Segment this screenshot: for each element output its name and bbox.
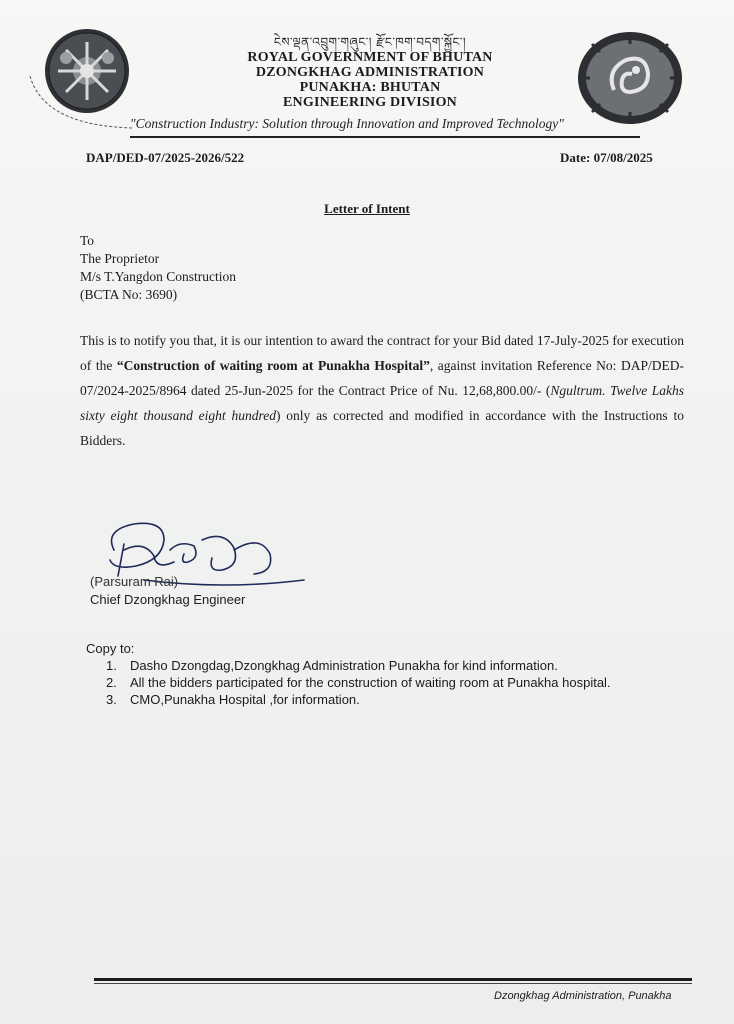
dzongkha-title: ངེས་ལྡན་འབྲུག་གཞུང་། རྫོང་ཁག་བདག་སྐྱོང་། [273,35,467,49]
list-text: All the bidders participated for the construction of waiting room at Punakha hospital. [130,675,611,690]
list-item [106,657,611,674]
header-divider [130,136,640,138]
body-part-3: ) only as corrected and modified in accordance with the Instructions to Bidders. [80,408,684,448]
letter-subject: Letter of Intent [324,201,410,216]
list-number: 3. [106,692,117,707]
signatory-title: Chief Dzongkhag Engineer [90,592,246,607]
letter-body [80,328,684,453]
list-text: Dasho Dzongdag,Dzongkhag Administration Punakha for kind information. [130,658,558,673]
list-number: 1. [106,658,117,673]
government-name: ROYAL GOVERNMENT OF BHUTAN [247,50,493,65]
list-text: CMO,Punakha Hospital ,for information. [130,692,360,707]
list-number: 2. [106,675,117,690]
signatory-name: (Parsuram Rai) [90,574,179,589]
address-to: To [80,233,95,248]
amount-in-words: Ngultrum. Twelve Lakhs sixty eight thousand eight hundred [80,383,685,423]
reference-number: DAP/DED-07/2025-2026/522 [86,150,245,165]
footer-divider-thin [94,983,692,984]
project-name: “Construction of waiting room at Punakha Hospital” [116,358,430,373]
body-part-1: This is to notify you that, it is our intention to award the contract for your Bid dated 17-July-2025 for execution of the [80,333,684,373]
list-item [106,674,611,691]
letterhead-motto: "Construction Industry: Solution through Innovation and Improved Technology" [130,116,564,131]
footer-text: Dzongkhag Administration, Punakha [494,990,672,1002]
recipient-address [80,232,236,304]
location-name: PUNAKHA: BHUTAN [299,80,441,95]
copy-to-list [106,657,611,708]
copy-to-heading: Copy to: [86,641,135,656]
letter-date: Date: 07/08/2025 [560,150,653,165]
engineering-division-logo-icon [576,30,684,126]
address-line-1: The Proprietor [80,251,160,266]
division-name: ENGINEERING DIVISION [283,95,457,110]
footer-divider [94,978,692,981]
list-item [106,691,611,708]
address-line-2: M/s T.Yangdon Construction [80,269,237,284]
address-line-3: (BCTA No: 3690) [80,287,178,302]
administration-name: DZONGKHAG ADMINISTRATION [255,65,485,80]
body-part-2: , against invitation Reference No: DAP/DED-07/2024-2025/8964 dated 25-Jun-2025 for the Contract Price of Nu. 12,68,800.00/- ( [80,358,684,398]
letterhead [180,34,560,110]
